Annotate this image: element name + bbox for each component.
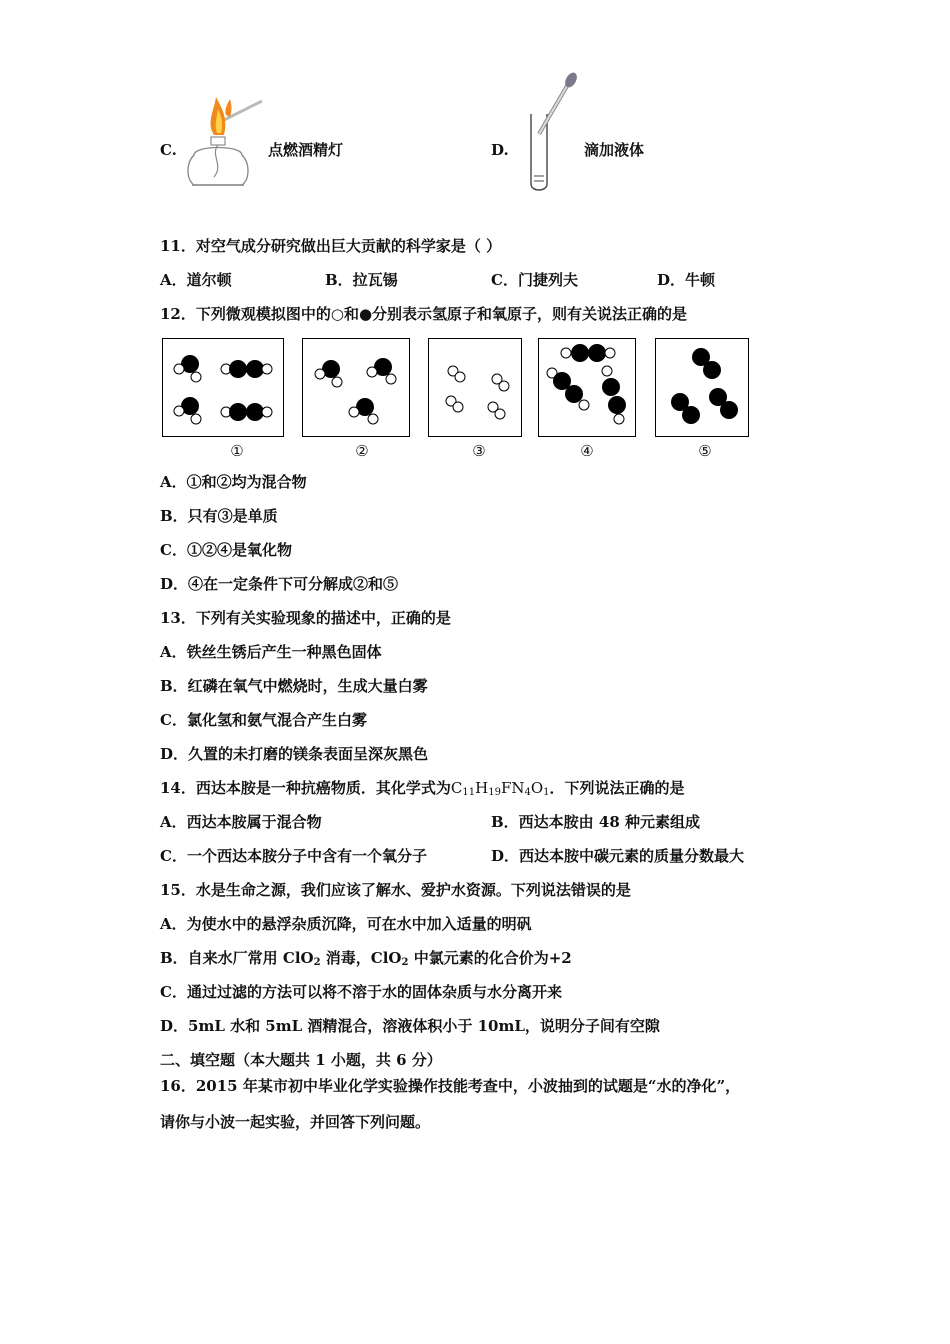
oxygen-molecule-with-h (221, 403, 272, 421)
q11-option-a: A．道尔顿 (160, 271, 232, 289)
diagram-label-1: ① (230, 442, 244, 460)
q14-stem-suffix: ．下列说法正确的是 (549, 779, 685, 797)
q10-option-c-text: 点燃酒精灯 (268, 141, 344, 159)
q13-option-a: A．铁丝生锈后产生一种黑色固体 (160, 643, 382, 661)
q15-option-c: C．通过过滤的方法可以将不溶于水的固体杂质与水分离开来 (160, 983, 562, 1001)
chemical-formula: $C_{11}H_{19}FN_4O_1$ (450, 779, 550, 798)
q10-option-c-letter: C. (160, 141, 177, 159)
q15-option-b: B．自来水厂常用 ClO$_2$ 消毒，ClO$_2$ 中氯元素的化合价为+2 (160, 949, 572, 968)
q14-option-c: C．一个西达本胺分子中含有一个氧分子 (160, 847, 427, 865)
q11-option-b: B．拉瓦锡 (325, 271, 398, 289)
q14-option-d: D．西达本胺中碳元素的质量分数最大 (491, 847, 745, 865)
q12-option-b: B．只有③是单质 (160, 507, 278, 525)
diagram-label-3: ③ (472, 442, 486, 460)
q14-stem-prefix: 14．西达本胺是一种抗癌物质．其化学式为 (160, 779, 451, 797)
q13-stem: 13．下列有关实验现象的描述中，正确的是 (160, 609, 451, 627)
water-molecule (174, 397, 201, 424)
q12-option-c: C．①②④是氧化物 (160, 541, 292, 559)
q11-stem: 11．对空气成分研究做出巨大贡献的科学家是（ ） (160, 237, 502, 255)
q13-option-c: C．氯化氢和氨气混合产生白雾 (160, 711, 367, 729)
diagram-label-4: ④ (580, 442, 594, 460)
section-heading: 二、填空题（本大题共 1 小题，共 6 分） (160, 1051, 442, 1069)
diagram-label-2: ② (355, 442, 369, 460)
q12-option-a: A．①和②均为混合物 (160, 473, 307, 491)
diagram-label-5: ⑤ (698, 442, 712, 460)
q13-option-d: D．久置的未打磨的镁条表面呈深灰黑色 (160, 745, 429, 763)
q15-option-a: A．为使水中的悬浮杂质沉降，可在水中加入适量的明矾 (160, 915, 532, 933)
q11-option-c: C．门捷列夫 (491, 271, 578, 289)
molecule-diagram-4 (538, 338, 636, 437)
oxygen-molecule-with-h (221, 360, 272, 378)
molecule-diagram-3 (428, 338, 522, 437)
molecule-diagram-1 (162, 338, 284, 437)
q14-option-b: B．西达本胺由 48 种元素组成 (491, 813, 700, 831)
q15-option-d: D．5mL 水和 5mL 酒精混合，溶液体积小于 10mL，说明分子间有空隙 (160, 1017, 660, 1035)
molecule-diagram-5 (655, 338, 749, 437)
molecule-diagram-2 (302, 338, 410, 437)
q16-line-1: 16．2015 年某市初中毕业化学实验操作技能考查中，小波抽到的试题是“水的净化”， (160, 1077, 741, 1095)
q11-option-d: D．牛顿 (657, 271, 716, 289)
q12-option-d: D．④在一定条件下可分解成②和⑤ (160, 575, 399, 593)
q14-stem (160, 778, 685, 803)
alcohol-lamp-illustration (184, 95, 264, 195)
q16-line-2: 请你与小波一起实验，并回答下列问题。 (160, 1113, 431, 1131)
q10-option-d-letter: D. (491, 141, 509, 159)
q14-option-a: A．西达本胺属于混合物 (160, 813, 322, 831)
q12-stem: 12．下列微观模拟图中的○和●分别表示氢原子和氧原子，则有关说法正确的是 (160, 305, 688, 323)
water-molecule (174, 355, 201, 382)
q15-stem: 15．水是生命之源，我们应该了解水、爱护水资源。下列说法错误的是 (160, 881, 631, 899)
dropper-test-tube-illustration (525, 72, 585, 194)
q13-option-b: B．红磷在氧气中燃烧时，生成大量白雾 (160, 677, 428, 695)
q10-option-d-text: 滴加液体 (584, 141, 645, 159)
